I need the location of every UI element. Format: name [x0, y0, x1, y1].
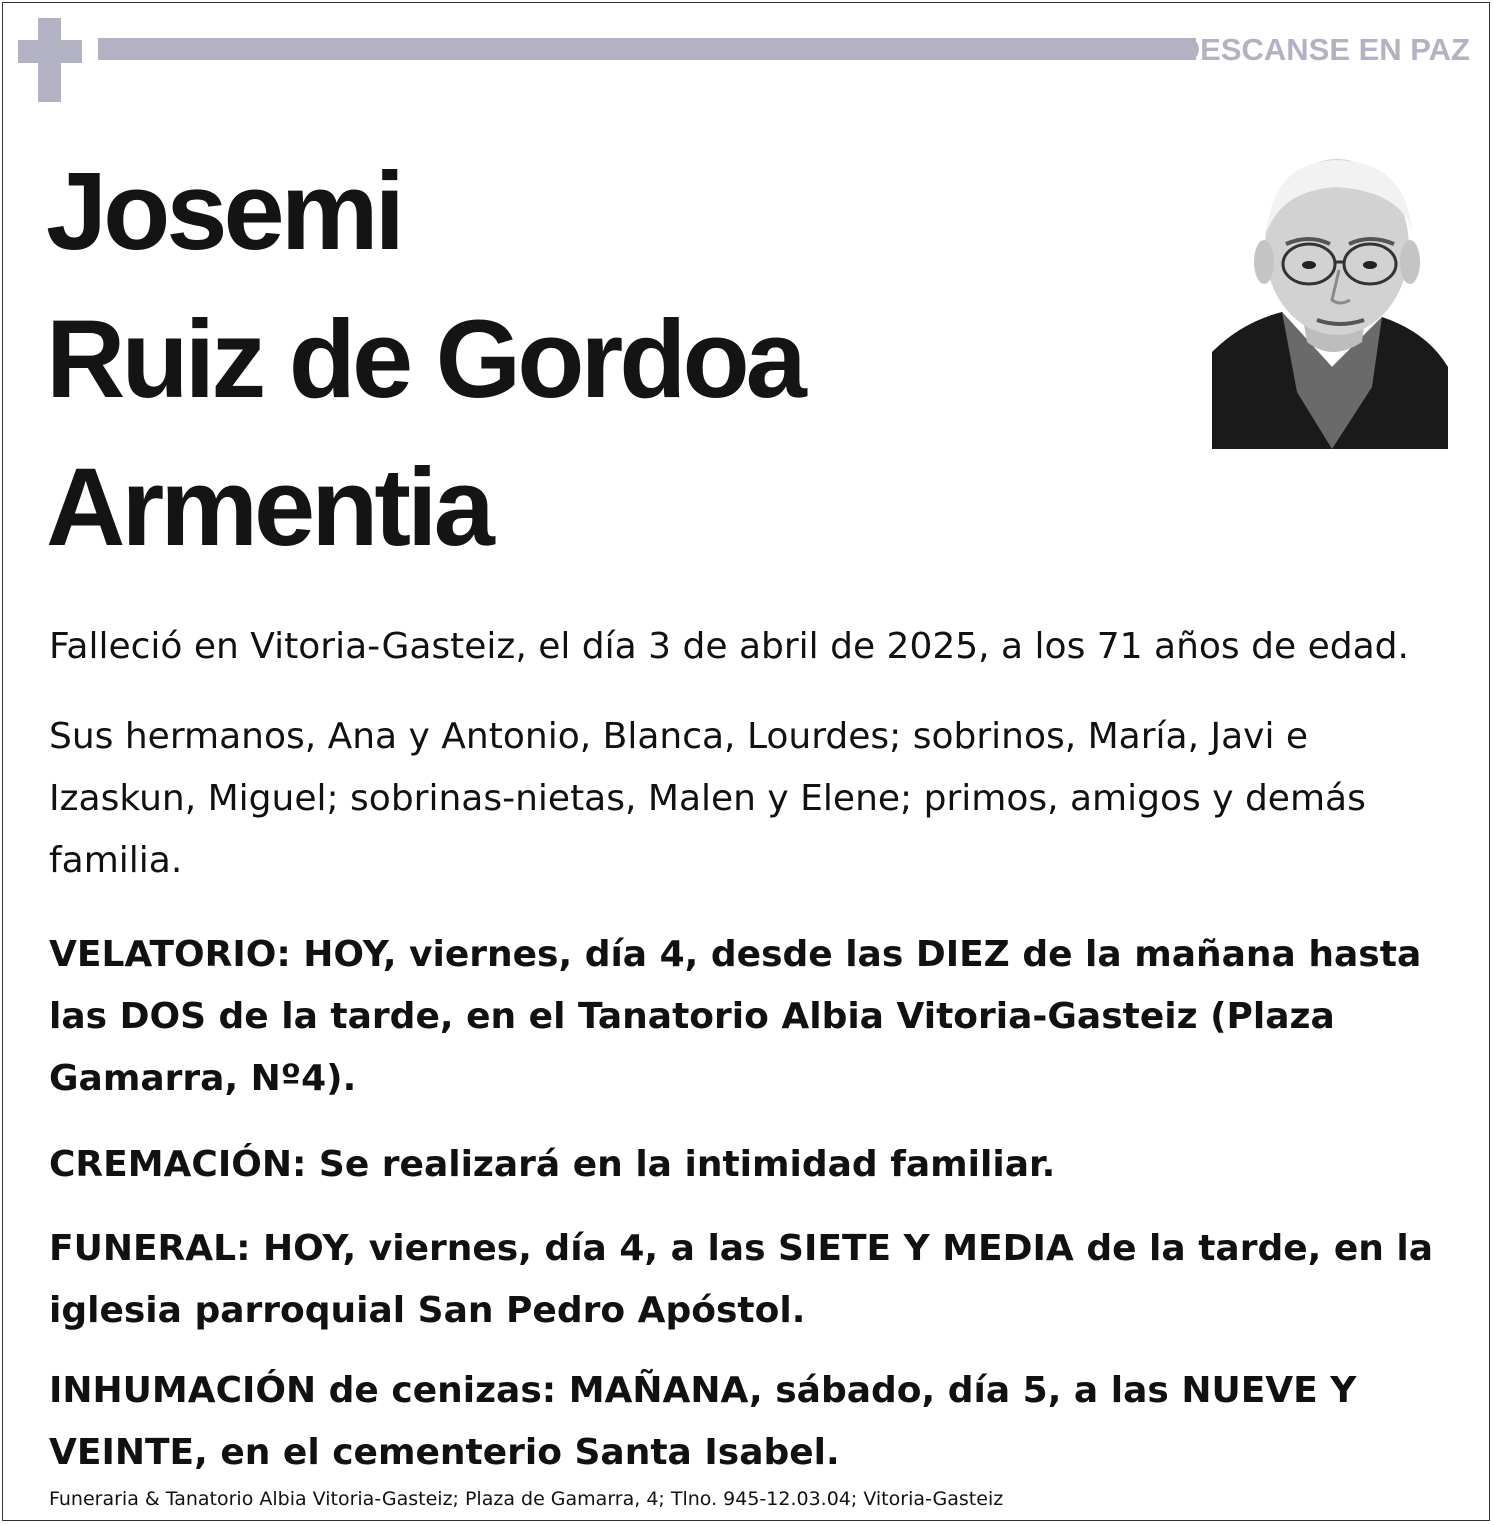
name-line-1: Josemi [46, 150, 402, 273]
rip-label: DESCANSE EN PAZ [1177, 32, 1470, 67]
cross-icon [18, 18, 82, 102]
velatorio-info: VELATORIO: HOY, viernes, día 4, desde las DIEZ de la mañana hasta las DOS de la tarde, en el Tanatorio Albia Vitoria-Gasteiz (Plaza Gamarra, Nº4). [49, 934, 1422, 1099]
cremacion-info: CREMACIÓN: Se realizará en la intimidad familiar. [49, 1144, 1056, 1185]
name-line-2: Ruiz de Gordoa [46, 298, 803, 421]
funeral-info: FUNERAL: HOY, viernes, día 4, a las SIETE Y MEDIA de la tarde, en la iglesia parroquial San Pedro Apóstol. [49, 1228, 1434, 1331]
family-statement: Sus hermanos, Ana y Antonio, Blanca, Lourdes; sobrinos, María, Javi e Izaskun, Miguel; sobrinas-nietas, Malen y Elene; primos, amigos y demás familia. [49, 716, 1366, 881]
name-line-3: Armentia [46, 446, 491, 569]
deceased-name [46, 138, 803, 582]
death-statement: Falleció en Vitoria-Gasteiz, el día 3 de abril de 2025, a los 71 años de edad. [49, 626, 1409, 667]
portrait-photo [1212, 152, 1448, 449]
inhumacion-info: INHUMACIÓN de cenizas: MAÑANA, sábado, día 5, a las NUEVE Y VEINTE, en el cementerio Santa Isabel. [49, 1370, 1357, 1473]
header-bar [98, 38, 1196, 60]
funeral-home-footer: Funeraria & Tanatorio Albia Vitoria-Gasteiz; Plaza de Gamarra, 4; Tlno. 945-12.03.04; Vitoria-Gasteiz [49, 1488, 1004, 1510]
